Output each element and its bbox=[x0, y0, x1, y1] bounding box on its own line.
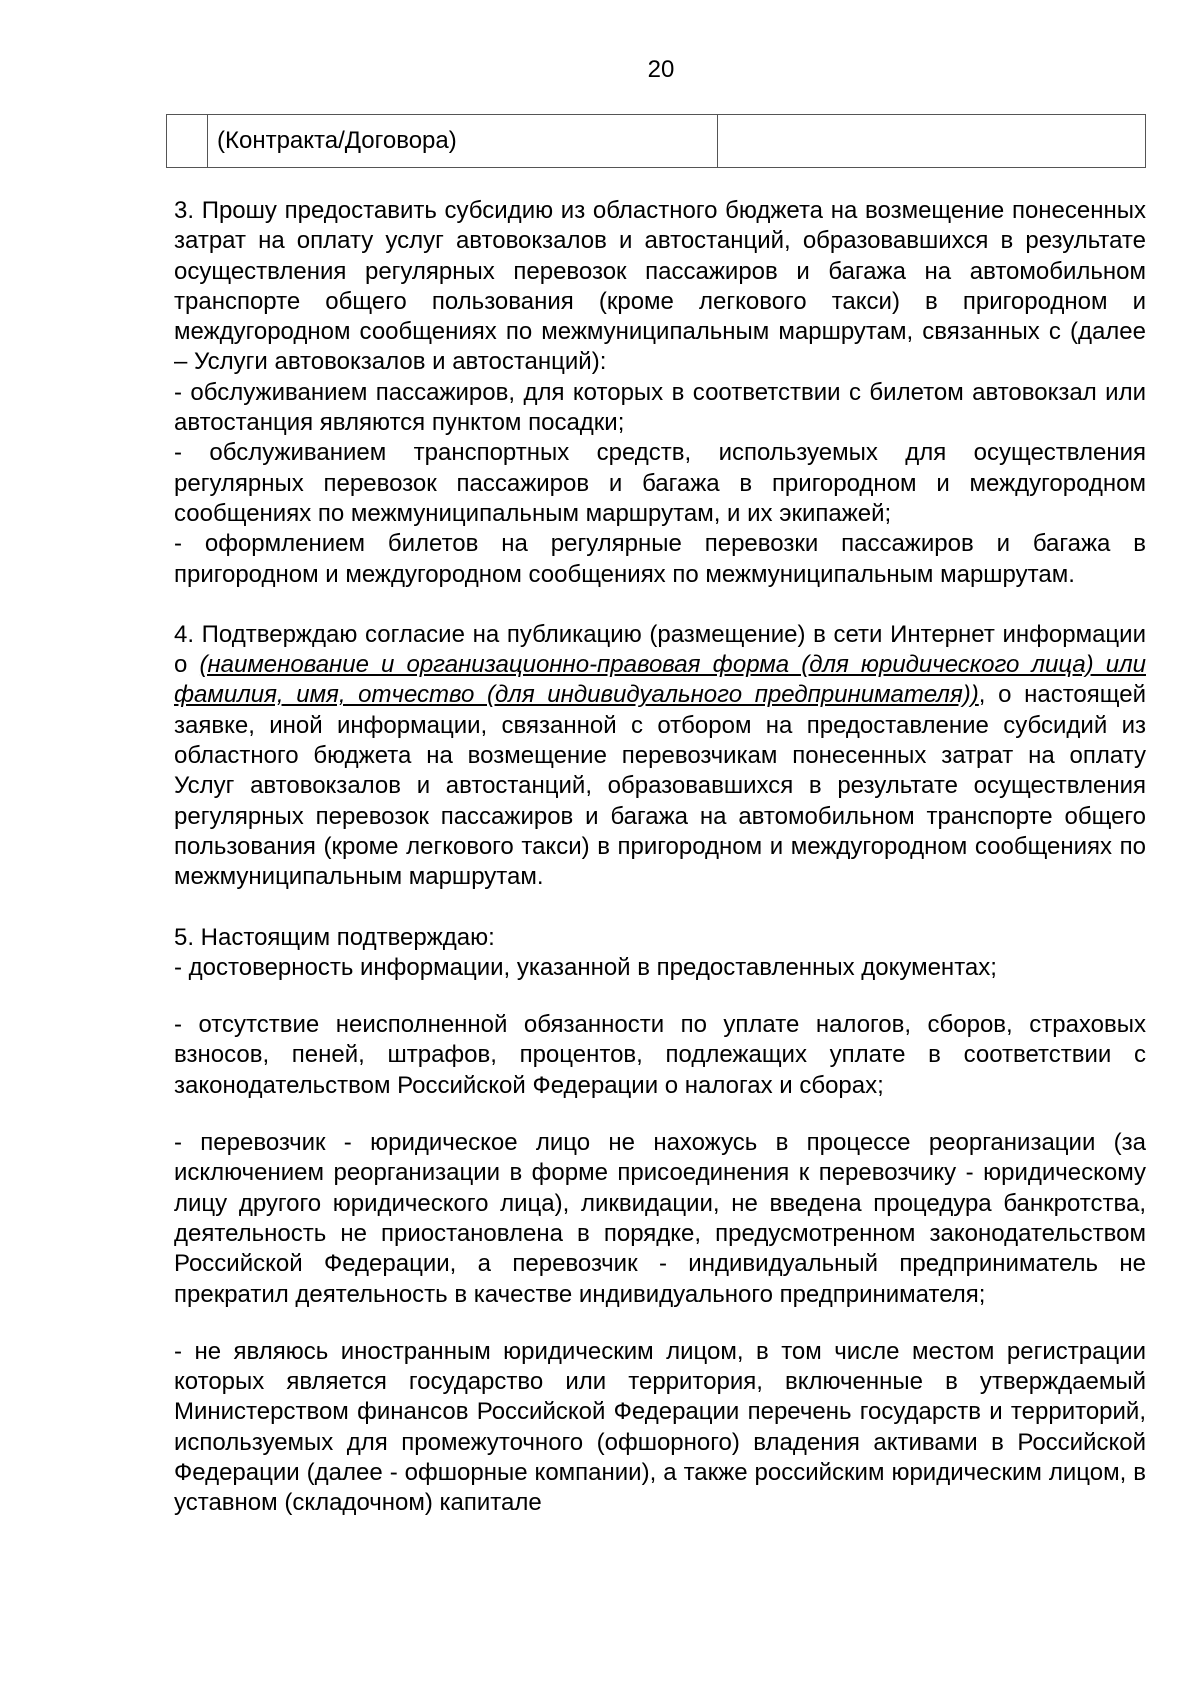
table-cell-label: (Контракта/Договора) bbox=[208, 115, 718, 168]
section-5-item-1: - достоверность информации, указанной в предоставленных документах; bbox=[174, 953, 997, 981]
section-5-item-2: - отсутствие неисполненной обязанности по уплате налогов, сборов, страховых взносов, пеней, штрафов, процентов, подлежащих уплате в соответствии с законодательством Российской Федерации о налогах и сборах; bbox=[174, 1011, 1146, 1099]
table-cell-value bbox=[718, 115, 1146, 168]
document-body bbox=[174, 196, 1146, 1519]
applicant-name-placeholder: (наименование и организационно-правовая форма (для юридического лица) или фамилия, имя, отчество (для индивидуального предпринимателя)) bbox=[174, 651, 1146, 709]
page-number: 20 bbox=[647, 56, 675, 83]
spacer bbox=[174, 1101, 1146, 1128]
section-3-item-1: - обслуживанием пассажиров, для которых в соответствии с билетом автовокзал или автостанция являются пунктом посадки; bbox=[174, 378, 1146, 437]
spacer bbox=[174, 983, 1146, 1010]
section-5-item-4: - не являюсь иностранным юридическим лицом, в том числе местом регистрации которых является государство или территория, включенные в утверждаемый Министерством финансов Российской Федерации перечень государств и территорий, используемых для промежуточного (офшорного) владения активами в Российской Федерации (далее - офшорные компании), а также российским юридическим лицом, в уставном (складочном) капитале bbox=[174, 1337, 1146, 1517]
table-row bbox=[167, 115, 1146, 168]
section-4-paragraph bbox=[174, 620, 1146, 893]
table-cell-number bbox=[167, 115, 208, 168]
section-4-text-before: 4. Подтверждаю согласие на публикацию (размещение) в сети Интернет информации о bbox=[174, 620, 1146, 679]
spacer bbox=[174, 590, 1146, 620]
section-5-intro: 5. Настоящим подтверждаю: bbox=[174, 923, 495, 951]
section-5-item-3: - перевозчик - юридическое лицо не нахожусь в процессе реорганизации (за исключением реорганизации в форме присоединения к перевозчику - юридическому лицу другого юридического лица), ликвидации, не введена процедура банкротства, деятельность не приостановлена в порядке, предусмотренном законодательством Российской Федерации, а перевозчик - индивидуальный предприниматель не прекратил деятельность в качестве индивидуального предпринимателя; bbox=[174, 1129, 1146, 1308]
section-3-intro: 3. Прошу предоставить субсидию из областного бюджета на возмещение понесенных затрат на оплату услуг автовокзалов и автостанций, образовавшихся в результате осуществления регулярных перевозок пассажиров и багажа на автомобильном транспорте общего пользования (кроме легкового такси) в пригородном и междугородном сообщениях по межмуниципальным маршрутам, связанных с (далее – Услуги автовокзалов и автостанций): bbox=[174, 197, 1146, 376]
contract-table bbox=[166, 114, 1146, 168]
section-3-item-2: - обслуживанием транспортных средств, используемых для осуществления регулярных перевозок пассажиров и багажа в пригородном и междугородном сообщениях по межмуниципальным маршрутам, и их экипажей; bbox=[174, 439, 1146, 527]
section-4-text-after: , о настоящей заявке, иной информации, связанной с отбором на предоставление субсидий из областного бюджета на возмещение перевозчикам понесенных затрат на оплату Услуг автовокзалов и автостанций, образовавшихся в результате осуществления регулярных перевозок пассажиров и багажа на автомобильном транспорте общего пользования (кроме легкового такси) в пригородном и междугородном сообщениях по межмуниципальным маршрутам. bbox=[174, 681, 1147, 891]
section-3-item-3: - оформлением билетов на регулярные перевозки пассажиров и багажа в пригородном и междугородном сообщениях по межмуниципальным маршрутам. bbox=[174, 530, 1146, 588]
spacer bbox=[174, 893, 1146, 923]
spacer bbox=[174, 1310, 1146, 1337]
